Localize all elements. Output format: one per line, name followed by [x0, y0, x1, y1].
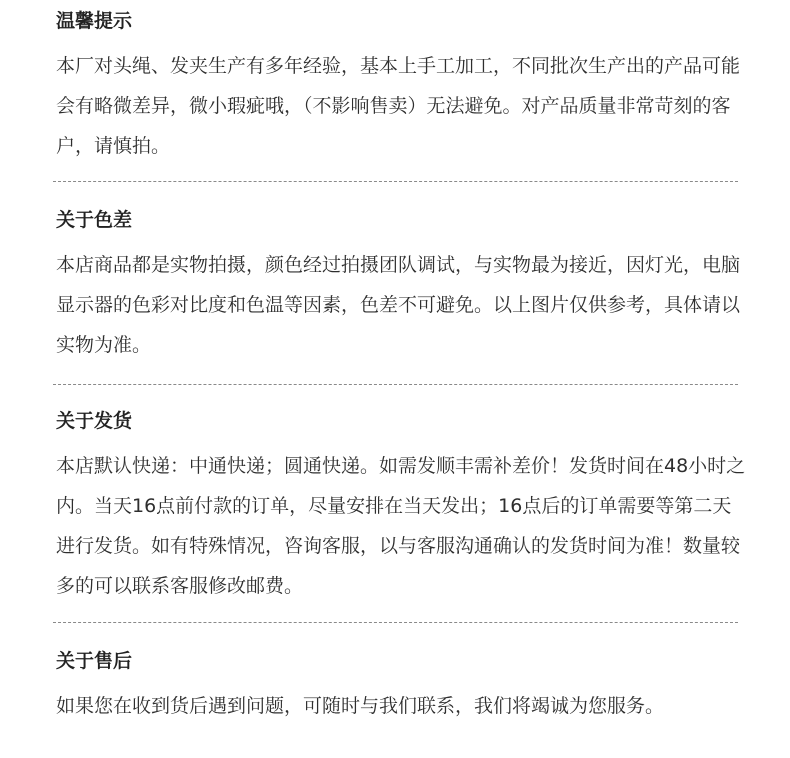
section-divider: [53, 622, 738, 623]
section-title: 关于售后: [56, 650, 133, 672]
notice-section-shipping: [56, 409, 746, 606]
section-divider: [53, 384, 738, 385]
notice-section-warm-tips: [56, 9, 746, 166]
section-title: 关于色差: [56, 209, 133, 231]
section-body: 本店默认快递：中通快递；圆通快递。如需发顺丰需补差价！发货时间在48小时之内。当天16点前付款的订单，尽量安排在当天发出；16点后的订单需要等第二天进行发货。如有特殊情况，咨询客服，以与客服沟通确认的发货时间为准！数量较多的可以联系客服修改邮费。: [56, 455, 746, 597]
section-title: 关于发货: [56, 410, 133, 432]
section-body: 本厂对头绳、发夹生产有多年经验，基本上手工加工，不同批次生产出的产品可能会有略微差异，微小瑕疵哦，（不影响售卖）无法避免。对产品质量非常苛刻的客户，请慎拍。: [56, 55, 741, 157]
section-body: 本店商品都是实物拍摄，颜色经过拍摄团队调试，与实物最为接近，因灯光，电脑显示器的色彩对比度和色温等因素，色差不可避免。以上图片仅供参考，具体请以实物为准。: [56, 254, 741, 356]
notice-section-color-difference: [56, 208, 746, 365]
section-divider: [53, 181, 738, 182]
section-title: 温馨提示: [56, 10, 133, 32]
section-body: 如果您在收到货后遇到问题，可随时与我们联系，我们将竭诚为您服务。: [56, 695, 665, 717]
notice-section-after-sales: [56, 649, 746, 726]
